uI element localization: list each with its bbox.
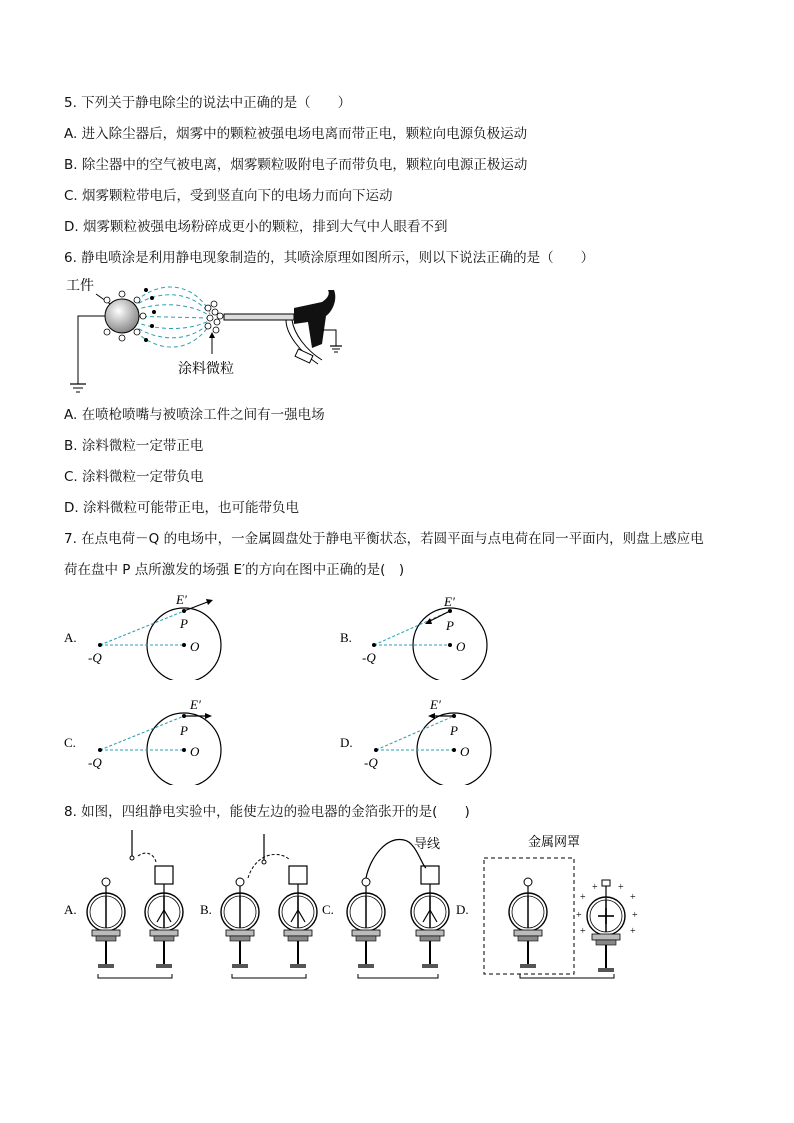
q7-d-point: P xyxy=(450,723,458,738)
q7-d-charge: -Q xyxy=(364,755,378,770)
q7-option-d-label: D. xyxy=(340,735,353,750)
q7-figure-d xyxy=(336,695,516,785)
workpiece-label: 工件 xyxy=(66,278,94,294)
q8-stem: 8. 如图，四组静电实验中，能使左边的验电器的金箔张开的是( ) xyxy=(64,804,470,820)
q7-figure-c xyxy=(60,695,240,785)
q5-option-b: B. 除尘器中的空气被电离，烟雾颗粒吸附电子而带负电，颗粒向电源正极运动 xyxy=(64,157,528,173)
svg-text:+: + xyxy=(618,882,624,893)
q7-a-charge: -Q xyxy=(88,650,102,665)
q7-d-center: O xyxy=(460,744,470,759)
q6-stem: 6. 静电喷涂是利用静电现象制造的，其喷涂原理如图所示，则以下说法正确的是（ ） xyxy=(64,250,595,266)
q5-option-d: D. 烟雾颗粒被强电场粉碎成更小的颗粒，排到大气中人眼看不到 xyxy=(64,219,448,235)
svg-text:+: + xyxy=(580,926,586,937)
q5-stem: 5. 下列关于静电除尘的说法中正确的是（ ） xyxy=(64,95,352,111)
svg-text:+: + xyxy=(632,910,638,921)
q8-option-b-label: B. xyxy=(200,902,212,917)
q7-c-center: O xyxy=(190,744,200,759)
svg-text:+: + xyxy=(630,892,636,903)
q6-option-a: A. 在喷枪喷嘴与被喷涂工件之间有一强电场 xyxy=(64,407,325,423)
q7-a-center: O xyxy=(190,639,200,654)
q7-stem-line2: 荷在盘中 P 点所激发的场强 E′的方向在图中正确的是( ) xyxy=(64,562,405,578)
q7-c-field: E′ xyxy=(190,697,201,712)
spray-diagram xyxy=(60,272,350,402)
q7-figure-b xyxy=(336,590,516,680)
q7-figure-a xyxy=(60,590,240,680)
q6-option-d: D. 涂料微粒可能带正电，也可能带负电 xyxy=(64,500,299,516)
svg-text:+: + xyxy=(592,882,598,893)
q7-b-point: P xyxy=(446,618,454,633)
q5-option-c: C. 烟雾颗粒带电后，受到竖直向下的电场力而向下运动 xyxy=(64,188,393,204)
q6-option-b: B. 涂料微粒一定带正电 xyxy=(64,438,204,454)
q7-b-field: E′ xyxy=(444,594,455,609)
q7-option-c-label: C. xyxy=(64,735,76,750)
q6-option-c: C. 涂料微粒一定带负电 xyxy=(64,469,204,485)
wire-label: 导线 xyxy=(414,837,441,852)
q7-b-center: O xyxy=(456,639,466,654)
q7-a-point: P xyxy=(180,616,188,631)
svg-text:+: + xyxy=(580,892,586,903)
shield-label: 金属网罩 xyxy=(528,835,581,850)
q7-c-point: P xyxy=(180,723,188,738)
q7-d-field: E′ xyxy=(430,697,441,712)
q7-a-field: E′ xyxy=(176,592,187,607)
svg-text:+: + xyxy=(630,926,636,937)
q8-figures xyxy=(60,826,660,991)
q8-option-c-label: C. xyxy=(322,902,334,917)
q7-option-b-label: B. xyxy=(340,630,352,645)
q7-stem-line1: 7. 在点电荷－Q 的电场中，一金属圆盘处于静电平衡状态，若圆平面与点电荷在同一平面内，则盘上感应电 xyxy=(64,531,704,547)
q5-option-a: A. 进入除尘器后，烟雾中的颗粒被强电场电离而带正电，颗粒向电源负极运动 xyxy=(64,126,528,142)
svg-text:+: + xyxy=(576,910,582,921)
q7-option-a-label: A. xyxy=(64,630,77,645)
q7-c-charge: -Q xyxy=(88,755,102,770)
q7-b-charge: -Q xyxy=(362,650,376,665)
q8-option-d-label: D. xyxy=(456,902,469,917)
particles-label: 涂料微粒 xyxy=(178,361,234,377)
q8-option-a-label: A. xyxy=(64,902,77,917)
